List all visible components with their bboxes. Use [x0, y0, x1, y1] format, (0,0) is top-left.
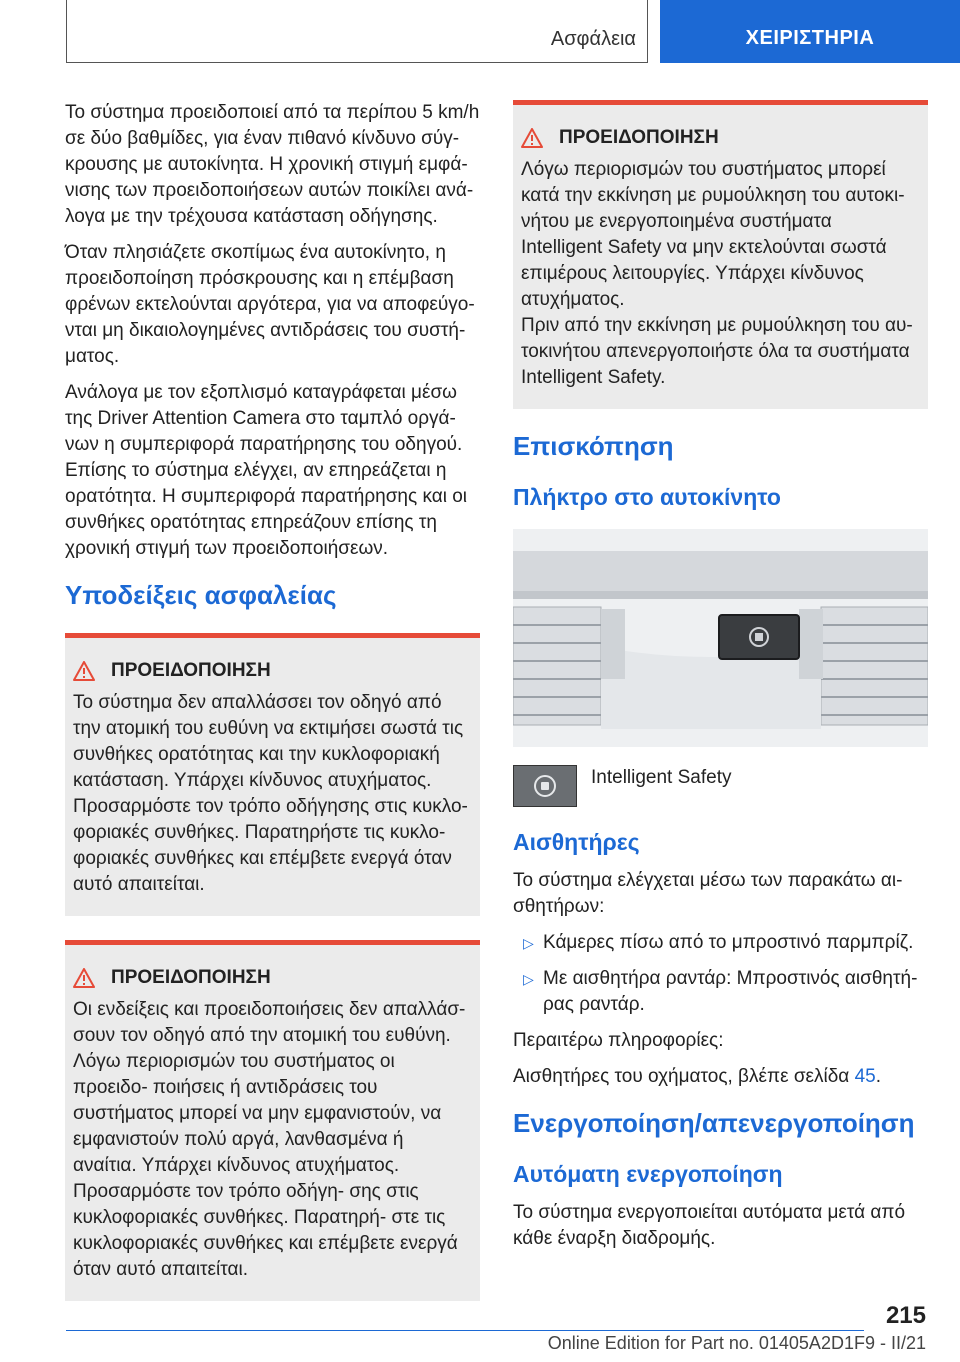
warning-title-text: ΠΡΟΕΙΔΟΠΟΙΗΣΗ: [111, 660, 271, 681]
paragraph: Ανάλογα με τον εξοπλισμό καταγράφεται μέσω της Driver Attention Camera στο ταμπλό οργά‐ νων η συμπεριφορά παρατήρησης του οδηγού. Επίσης το σύστημα ελέγχει, αν επηρεάζεται η ορατότητα. Η συμπεριφορά παρατήρησης και οι συνθήκες ορατότητας επηρεάζουν επίσης τη χρονική στιγμή των προειδοποιήσεων.: [65, 382, 467, 559]
section-heading: Υποδείξεις ασφαλείας: [65, 580, 337, 610]
section-heading: Επισκόπηση: [513, 431, 674, 461]
paragraph: Περαιτέρω πληροφορίες:: [513, 1030, 724, 1051]
footer-rule: [66, 1330, 864, 1331]
warning-title-text: ΠΡΟΕΙΔΟΠΟΙΗΣΗ: [111, 967, 271, 988]
header-section: Ασφάλεια: [550, 28, 636, 50]
warning-triangle-icon: [73, 968, 95, 988]
warning-title: [73, 967, 470, 989]
list-item: [513, 930, 928, 956]
header-chapter-tab: ΧΕΙΡΙΣΤΗΡΙΑ: [660, 0, 960, 63]
paragraph: Το σύστημα ελέγχεται μέσω των παρακάτω αι‐ σθητήρων:: [513, 870, 903, 917]
warning-title: [521, 127, 918, 149]
list-item: [513, 966, 928, 1018]
subsection-heading: Αισθητήρες: [513, 829, 640, 855]
footer-edition: Online Edition for Part no. 01405A2D1F9 - II/21: [547, 1333, 926, 1353]
paragraph: Το σύστημα προειδοποιεί από τα περίπου 5 km/h σε δύο βαθμίδες, για έναν πιθανό κίνδυνο σύγ‐ κρουσης με αυτοκίνητα. Η χρονική στιγμή εμφά‐ νισης των προειδοποιήσεων αυτών ποικίλει ανά‐ λογα με την τρέχουσα κατάσταση οδήγησης.: [65, 102, 480, 227]
page-reference-link[interactable]: 45: [854, 1066, 876, 1087]
page-number: 215: [885, 1302, 926, 1329]
warning-box: [513, 100, 928, 409]
reference-end: .: [875, 1066, 881, 1087]
warning-triangle-icon: [521, 128, 543, 148]
warning-title-text: ΠΡΟΕΙΔΟΠΟΙΗΣΗ: [559, 127, 719, 148]
bullet-triangle-icon: ▷: [523, 935, 534, 951]
list-item-text: Με αισθητήρα ραντάρ: Μπροστινός αισθητή‐ ρας ραντάρ.: [543, 968, 918, 1015]
cross-reference: [513, 1064, 928, 1090]
bullet-triangle-icon: ▷: [523, 971, 534, 987]
left-column: [65, 100, 480, 1325]
dashboard-illustration: [513, 529, 928, 747]
paragraph: Όταν πλησιάζετε σκοπίμως ένα αυτοκίνητο, η προειδοποίηση πρόσκρουσης και η επέμβαση φρένων εκτελούνται αργότερα, για να αποφεύγο‐ νται μη δικαιολογημένες αντιδράσεις του συστή‐ ματος.: [65, 242, 475, 367]
subsection-heading: Πλήκτρο στο αυτοκίνητο: [513, 484, 781, 510]
subsection-heading: Αυτόματη ενεργοποίηση: [513, 1161, 783, 1187]
warning-title: [73, 660, 470, 682]
paragraph: Το σύστημα ενεργοποιείται αυτόματα μετά από κάθε έναρξη διαδρομής.: [513, 1202, 906, 1249]
right-column: [513, 100, 928, 1262]
list-item-text: Κάμερες πίσω από το μπροστινό παρμπρίζ.: [543, 932, 914, 953]
sensor-list: [513, 930, 928, 1018]
intelligent-safety-icon: [513, 765, 577, 807]
section-heading: Ενεργοποίηση/απενεργοποίηση: [513, 1108, 915, 1138]
warning-text: Το σύστημα δεν απαλλάσσει τον οδηγό από την ατομική του ευθύνη να εκτιμήσει σωστά τις συνθήκες ορατότητας και την κυκλοφοριακή κατάσταση. Υπάρχει κίνδυνος ατυχήματος. Προσαρμόστε τον τρόπο οδήγησης στις κυκλο‐ φοριακές συνθήκες. Παρατηρήστε τις κυκλο‐ φοριακές συνθήκες και επέμβετε ενεργά όταν αυτό απαιτείται.: [73, 692, 468, 895]
warning-text: Οι ενδείξεις και προειδοποιήσεις δεν απαλλάσ‐ σουν τον οδηγό από την ατομική του ευθύνη. Λόγω περιορισμών του συστήματος οι προειδο‐ ποιήσεις ή αντιδράσεις του συστήματος μπορεί να μην εμφανιστούν, να εμφανιστούν πολύ αργά, λανθασμένα ή αναίτια. Υπάρχει κίνδυνος ατυχήματος. Προσαρμόστε τον τρόπο οδήγη‐ σης στις κυκλοφοριακές συνθήκες. Παρατηρή‐ στε τις κυκλοφοριακές συνθήκες και επέμβετε ενεργά όταν αυτό απαιτείται.: [73, 999, 466, 1280]
warning-text: Λόγω περιορισμών του συστήματος μπορεί κατά την εκκίνηση με ρυμούλκηση του αυτοκι‐ νήτου με ενεργοποιημένα συστήματα Intelligent Safety να μην εκτελούνται σωστά επιμέρους λειτουργίες. Υπάρχει κίνδυνος ατυχήματος.: [521, 159, 905, 310]
dashboard-button-photo: [513, 529, 928, 747]
warning-box: [65, 940, 480, 1301]
warning-text: Πριν από την εκκίνηση με ρυμούλκηση του αυ‐ τοκινήτου απενεργοποιήστε όλα τα συστήματα Intelligent Safety.: [521, 315, 913, 388]
legend-row: [513, 765, 928, 807]
warning-box: [65, 633, 480, 916]
reference-text: Αισθητήρες του οχήματος, βλέπε σελίδα: [513, 1066, 855, 1087]
legend-label: Intelligent Safety: [591, 767, 732, 788]
warning-triangle-icon: [73, 661, 95, 681]
